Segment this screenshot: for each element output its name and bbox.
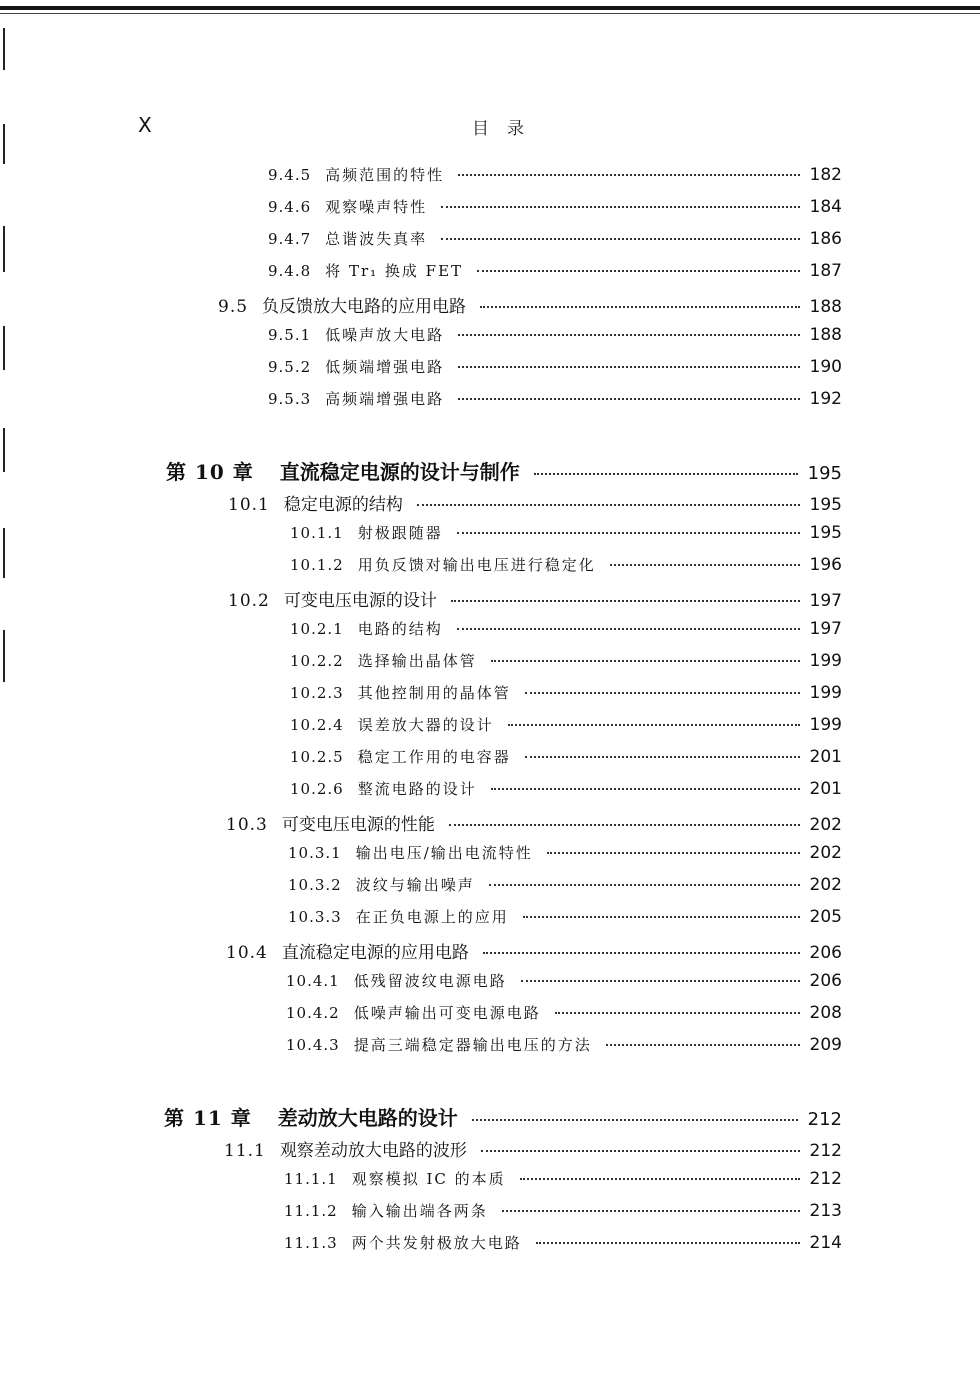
- page-number: X: [138, 113, 152, 137]
- toc-entry-sub: [286, 1002, 842, 1032]
- toc-entry-section: [228, 490, 842, 520]
- toc-entry-title: 提高三端稳定器输出电压的方法: [353, 1036, 592, 1054]
- toc-entry-title: 低频端增强电路: [325, 358, 445, 376]
- toc-entry-title: 可变电压电源的设计: [283, 591, 437, 611]
- toc-entry-number: 9.5.3: [268, 390, 312, 408]
- toc-entry-section: [224, 1136, 842, 1166]
- toc-entry-number: 10.2.6: [290, 780, 344, 798]
- toc-dot-leader: [547, 851, 800, 854]
- toc-entry-page: 213: [809, 1201, 842, 1221]
- toc-entry-page: 196: [809, 555, 842, 575]
- toc-entry-title: 稳定工作用的电容器: [357, 748, 511, 766]
- toc-entry-title: 低残留波纹电源电路: [353, 972, 507, 990]
- toc-dot-leader: [508, 723, 800, 726]
- toc-entry-title: 高频端增强电路: [325, 390, 445, 408]
- toc-entry-sub: [268, 164, 842, 194]
- toc-dot-leader: [483, 951, 800, 954]
- toc-entry-page: 202: [809, 875, 842, 895]
- toc-entry-title: 射极跟随器: [357, 524, 443, 542]
- toc-entry-number: 9.5: [218, 297, 249, 317]
- toc-entry-number: 10.4.2: [286, 1004, 340, 1022]
- toc-dot-leader: [491, 787, 800, 790]
- toc-entry-page: 195: [807, 463, 842, 484]
- toc-entry-section: [226, 810, 842, 840]
- toc-dot-leader: [555, 1011, 800, 1014]
- toc-entry-number: 11.1.3: [284, 1234, 338, 1252]
- toc-entry-title: 负反馈放大电路的应用电路: [262, 297, 467, 317]
- toc-entry-number: 11.1: [224, 1141, 266, 1161]
- toc-entry-page: 187: [809, 261, 842, 281]
- toc-entry-page: 199: [809, 683, 842, 703]
- toc-entry-number: 10.2.2: [290, 652, 344, 670]
- scan-edge-mark: [3, 428, 5, 472]
- toc-dot-leader: [457, 531, 800, 534]
- toc-entry-page: 205: [809, 907, 842, 927]
- toc-entry-sub: [268, 196, 842, 226]
- toc-entry-sub: [290, 714, 842, 744]
- toc-entry-page: 186: [809, 229, 842, 249]
- toc-entry-title: 输入输出端各两条: [351, 1202, 488, 1220]
- toc-entry-page: 197: [809, 619, 842, 639]
- toc-entry-title: 观察噪声特性: [325, 198, 428, 216]
- toc-dot-leader: [489, 883, 800, 886]
- toc-dot-leader: [458, 397, 799, 400]
- toc-entry-sub: [286, 1034, 842, 1064]
- scan-edge-mark: [3, 28, 5, 70]
- toc-entry-sub: [268, 356, 842, 386]
- toc-entry-number: 9.4.7: [268, 230, 312, 248]
- toc-dot-leader: [441, 237, 799, 240]
- toc-entry-number: 10.3.1: [288, 844, 342, 862]
- toc-entry-number: 10.3.2: [288, 876, 342, 894]
- toc-dot-leader: [480, 305, 800, 308]
- toc-entry-number: 10.4: [226, 943, 268, 963]
- toc-entry-number: 第 10 章: [166, 460, 254, 484]
- toc-entry-number: 10.4.3: [286, 1036, 340, 1054]
- toc-entry-number: 10.2.5: [290, 748, 344, 766]
- toc-entry-page: 201: [809, 779, 842, 799]
- toc-dot-leader: [458, 173, 799, 176]
- toc-entry-number: 9.4.6: [268, 198, 312, 216]
- toc-entry-sub: [284, 1232, 842, 1262]
- toc-entry-number: 10.1.2: [290, 556, 344, 574]
- running-head: 目录: [472, 119, 542, 139]
- toc-entry-page: 188: [809, 325, 842, 345]
- toc-dot-leader: [536, 1241, 800, 1244]
- toc-entry-sub: [290, 554, 842, 584]
- toc-dot-leader: [525, 755, 800, 758]
- toc-entry-page: 202: [809, 843, 842, 863]
- toc-dot-leader: [610, 563, 800, 566]
- toc-dot-leader: [458, 365, 799, 368]
- toc-entry-sub: [268, 324, 842, 354]
- toc-entry-sub: [290, 522, 842, 552]
- toc-entry-page: 212: [809, 1141, 842, 1161]
- toc-dot-leader: [472, 1118, 798, 1121]
- toc-entry-page: 188: [809, 297, 842, 317]
- toc-entry-number: 10.3: [226, 815, 268, 835]
- toc-entry-sub: [284, 1168, 842, 1198]
- toc-entry-title: 直流稳定电源的应用电路: [281, 943, 469, 963]
- toc-entry-number: 10.2.4: [290, 716, 344, 734]
- toc-entry-page: 202: [809, 815, 842, 835]
- scan-edge-mark: [3, 124, 5, 164]
- toc-entry-title: 用负反馈对输出电压进行稳定化: [357, 556, 596, 574]
- toc-entry-title: 在正负电源上的应用: [355, 908, 509, 926]
- toc-entry-page: 208: [809, 1003, 842, 1023]
- toc-entry-section: [218, 292, 842, 322]
- toc-entry-title: 高频范围的特性: [325, 166, 445, 184]
- toc-entry-number: 10.2.1: [290, 620, 344, 638]
- toc-entry-title: 输出电压/输出电流特性: [355, 844, 533, 862]
- toc-entry-sub: [268, 388, 842, 418]
- scan-edge-mark: [3, 528, 5, 578]
- scan-edge-mark: [3, 630, 5, 682]
- top-rule: [0, 6, 980, 10]
- toc-entry-page: 209: [809, 1035, 842, 1055]
- toc-entry-page: 184: [809, 197, 842, 217]
- toc-entry-sub: [290, 682, 842, 712]
- toc-entry-page: 201: [809, 747, 842, 767]
- toc-dot-leader: [457, 627, 800, 630]
- toc-entry-page: 199: [809, 651, 842, 671]
- toc-entry-number: 9.4.5: [268, 166, 312, 184]
- toc-entry-title: 电路的结构: [357, 620, 443, 638]
- toc-entry-number: 10.3.3: [288, 908, 342, 926]
- toc-entry-title: 其他控制用的晶体管: [357, 684, 511, 702]
- toc-entry-page: 182: [809, 165, 842, 185]
- toc-entry-page: 206: [809, 943, 842, 963]
- toc-entry-number: 9.5.1: [268, 326, 312, 344]
- toc-entry-sub: [268, 228, 842, 258]
- toc-entry-page: 199: [809, 715, 842, 735]
- toc-entry-title: 整流电路的设计: [357, 780, 477, 798]
- toc-dot-leader: [523, 915, 800, 918]
- toc-entry-title: 波纹与输出噪声: [355, 876, 475, 894]
- toc-dot-leader: [525, 691, 800, 694]
- toc-entry-title: 直流稳定电源的设计与制作: [279, 460, 520, 484]
- toc-dot-leader: [477, 269, 800, 272]
- toc-entry-title: 总谐波失真率: [325, 230, 428, 248]
- toc-entry-sub: [288, 874, 842, 904]
- toc-entry-title: 选择输出晶体管: [357, 652, 477, 670]
- toc-entry-sub: [290, 618, 842, 648]
- toc-entry-sub: [284, 1200, 842, 1230]
- toc-entry-sub: [290, 778, 842, 808]
- toc-entry-title: 可变电压电源的性能: [281, 815, 435, 835]
- toc-dot-leader: [458, 333, 799, 336]
- toc-entry-number: 11.1.2: [284, 1202, 338, 1220]
- toc-dot-leader: [534, 472, 798, 475]
- toc-entry-page: 212: [809, 1169, 842, 1189]
- toc-entry-number: 10.2: [228, 591, 270, 611]
- toc-entry-page: 195: [809, 495, 842, 515]
- toc-entry-number: 10.2.3: [290, 684, 344, 702]
- toc-entry-sub: [268, 260, 842, 290]
- toc-dot-leader: [449, 823, 800, 826]
- toc-dot-leader: [441, 205, 799, 208]
- toc-entry-number: 10.4.1: [286, 972, 340, 990]
- toc-entry-title: 低噪声输出可变电源电路: [353, 1004, 541, 1022]
- toc-entry-title: 观察模拟 IC 的本质: [351, 1170, 506, 1188]
- toc-dot-leader: [521, 979, 800, 982]
- toc-entry-number: 10.1.1: [290, 524, 344, 542]
- toc-entry-number: 11.1.1: [284, 1170, 338, 1188]
- toc-entry-page: 190: [809, 357, 842, 377]
- toc-dot-leader: [502, 1209, 800, 1212]
- top-rule-thin: [0, 13, 980, 14]
- toc-dot-leader: [606, 1043, 800, 1046]
- toc-entry-page: 195: [809, 523, 842, 543]
- toc-entry-title: 将 Tr₁ 换成 FET: [325, 262, 464, 280]
- toc-entry-section: [226, 938, 842, 968]
- toc-entry-number: 9.5.2: [268, 358, 312, 376]
- toc-entry-page: 197: [809, 591, 842, 611]
- toc-entry-page: 212: [807, 1109, 842, 1130]
- toc-entry-chapter: [164, 1102, 842, 1132]
- toc-dot-leader: [481, 1149, 800, 1152]
- toc-entry-chapter: [166, 456, 842, 486]
- toc-entry-page: 192: [809, 389, 842, 409]
- toc-entry-sub: [290, 746, 842, 776]
- toc-entry-number: 9.4.8: [268, 262, 312, 280]
- scan-edge-mark: [3, 326, 5, 370]
- toc-entry-number: 第 11 章: [164, 1106, 252, 1130]
- toc-entry-title: 低噪声放大电路: [325, 326, 445, 344]
- toc-entry-sub: [286, 970, 842, 1000]
- toc-entry-title: 差动放大电路的设计: [277, 1106, 458, 1130]
- toc-entry-page: 206: [809, 971, 842, 991]
- toc-entry-page: 214: [809, 1233, 842, 1253]
- toc-entry-title: 两个共发射极放大电路: [351, 1234, 522, 1252]
- toc-entry-title: 误差放大器的设计: [357, 716, 494, 734]
- scan-edge-mark: [3, 226, 5, 272]
- toc-entry-sub: [288, 842, 842, 872]
- toc-dot-leader: [417, 503, 800, 506]
- toc-dot-leader: [520, 1177, 800, 1180]
- toc-entry-sub: [290, 650, 842, 680]
- toc-dot-leader: [491, 659, 800, 662]
- toc-entry-section: [228, 586, 842, 616]
- toc-entry-sub: [288, 906, 842, 936]
- toc-entry-number: 10.1: [228, 495, 270, 515]
- toc-dot-leader: [451, 599, 800, 602]
- toc-entry-title: 稳定电源的结构: [283, 495, 403, 515]
- toc-entry-title: 观察差动放大电路的波形: [279, 1141, 467, 1161]
